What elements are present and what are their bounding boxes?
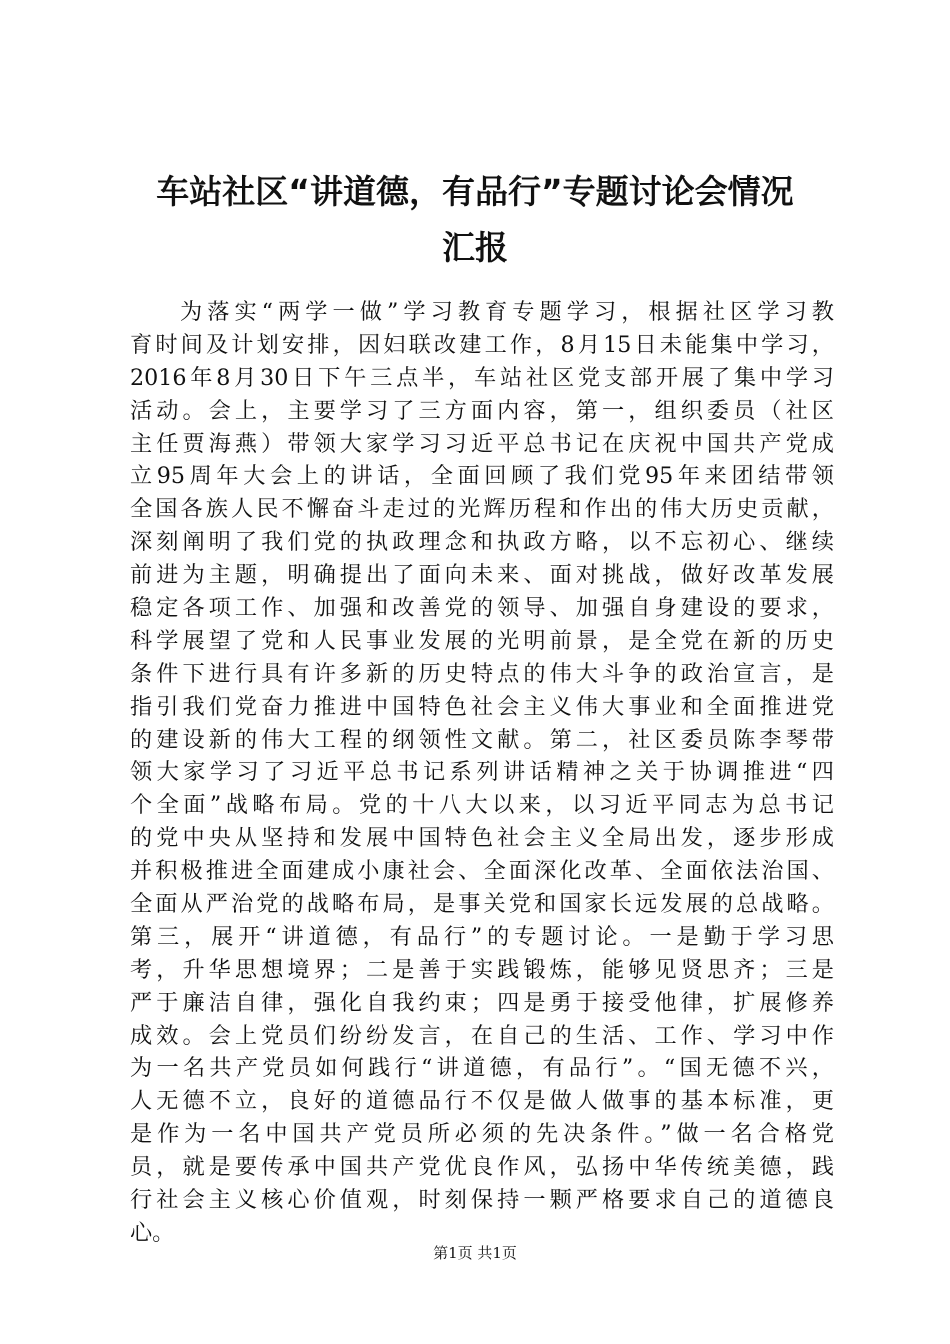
document-title-line-2: 汇报: [442, 228, 508, 267]
body-line: 成效。会上党员们纷纷发言，在自己的生活、工作、学习中作: [130, 1022, 834, 1049]
body-line: 指引我们党奋力推进中国特色社会主义伟大事业和全面推进党: [130, 693, 834, 720]
body-line: 稳定各项工作、加强和改善党的领导、加强自身建设的要求，: [130, 595, 834, 622]
body-line: 为落实“两学一做”学习教育专题学习，根据社区学习教: [180, 299, 834, 325]
body-line: 是作为一名中国共产党员所必须的先决条件。”做一名合格党: [130, 1121, 834, 1148]
body-line: 领大家学习了习近平总书记系列讲话精神之关于协调推进“四: [130, 759, 834, 786]
body-line: 条件下进行具有许多新的历史特点的伟大斗争的政治宣言，是: [130, 660, 834, 687]
body-line: 人无德不立，良好的道德品行不仅是做人做事的基本标准，更: [130, 1088, 834, 1115]
body-line: 心。: [130, 1219, 175, 1246]
body-line: 行社会主义核心价值观，时刻保持一颗严格要求自己的道德良: [130, 1187, 834, 1214]
body-line: 全面从严治党的战略布局，是事关党和国家长远发展的总战略。: [130, 891, 834, 918]
body-line: 为一名共产党员如何践行“讲道德，有品行”。“国无德不兴，: [130, 1055, 834, 1082]
page-footer: 第1页 共1页: [433, 1244, 517, 1262]
body-line: 第三，展开“讲道德，有品行”的专题讨论。一是勤于学习思: [130, 923, 834, 950]
body-line: 全国各族人民不懈奋斗走过的光辉历程和作出的伟大历史贡献，: [130, 496, 834, 523]
body-line: 活动。会上，主要学习了三方面内容，第一，组织委员（社区: [130, 397, 834, 424]
body-line: 考，升华思想境界；二是善于实践锻炼，能够见贤思齐；三是: [130, 956, 834, 983]
body-line: 的党中央从坚持和发展中国特色社会主义全局出发，逐步形成: [130, 825, 834, 852]
body-line: 科学展望了党和人民事业发展的光明前景，是全党在新的历史: [130, 627, 834, 654]
body-line: 2016年8月30日下午三点半，车站社区党支部开展了集中学习: [130, 364, 834, 391]
body-line: 员，就是要传承中国共产党优良作风，弘扬中华传统美德，践: [130, 1154, 834, 1181]
body-line: 深刻阐明了我们党的执政理念和执政方略，以不忘初心、继续: [130, 529, 834, 556]
body-line: 的建设新的伟大工程的纲领性文献。第二，社区委员陈李琴带: [130, 726, 834, 753]
body-line: 个全面”战略布局。党的十八大以来，以习近平同志为总书记: [130, 792, 834, 819]
body-line: 前进为主题，明确提出了面向未来、面对挑战，做好改革发展: [130, 562, 834, 589]
body-line: 立95周年大会上的讲话，全面回顾了我们党95年来团结带领: [130, 463, 834, 490]
body-line: 并积极推进全面建成小康社会、全面深化改革、全面依法治国、: [130, 858, 834, 885]
body-line: 育时间及计划安排，因妇联改建工作，8月15日未能集中学习，: [130, 331, 834, 358]
body-line: 主任贾海燕）带领大家学习习近平总书记在庆祝中国共产党成: [130, 430, 834, 457]
body-line: 严于廉洁自律，强化自我约束；四是勇于接受他律，扩展修养: [130, 989, 834, 1016]
document-title-line-1: 车站社区“讲道德，有品行”专题讨论会情况: [156, 172, 794, 211]
body-paragraph: [130, 296, 834, 1250]
